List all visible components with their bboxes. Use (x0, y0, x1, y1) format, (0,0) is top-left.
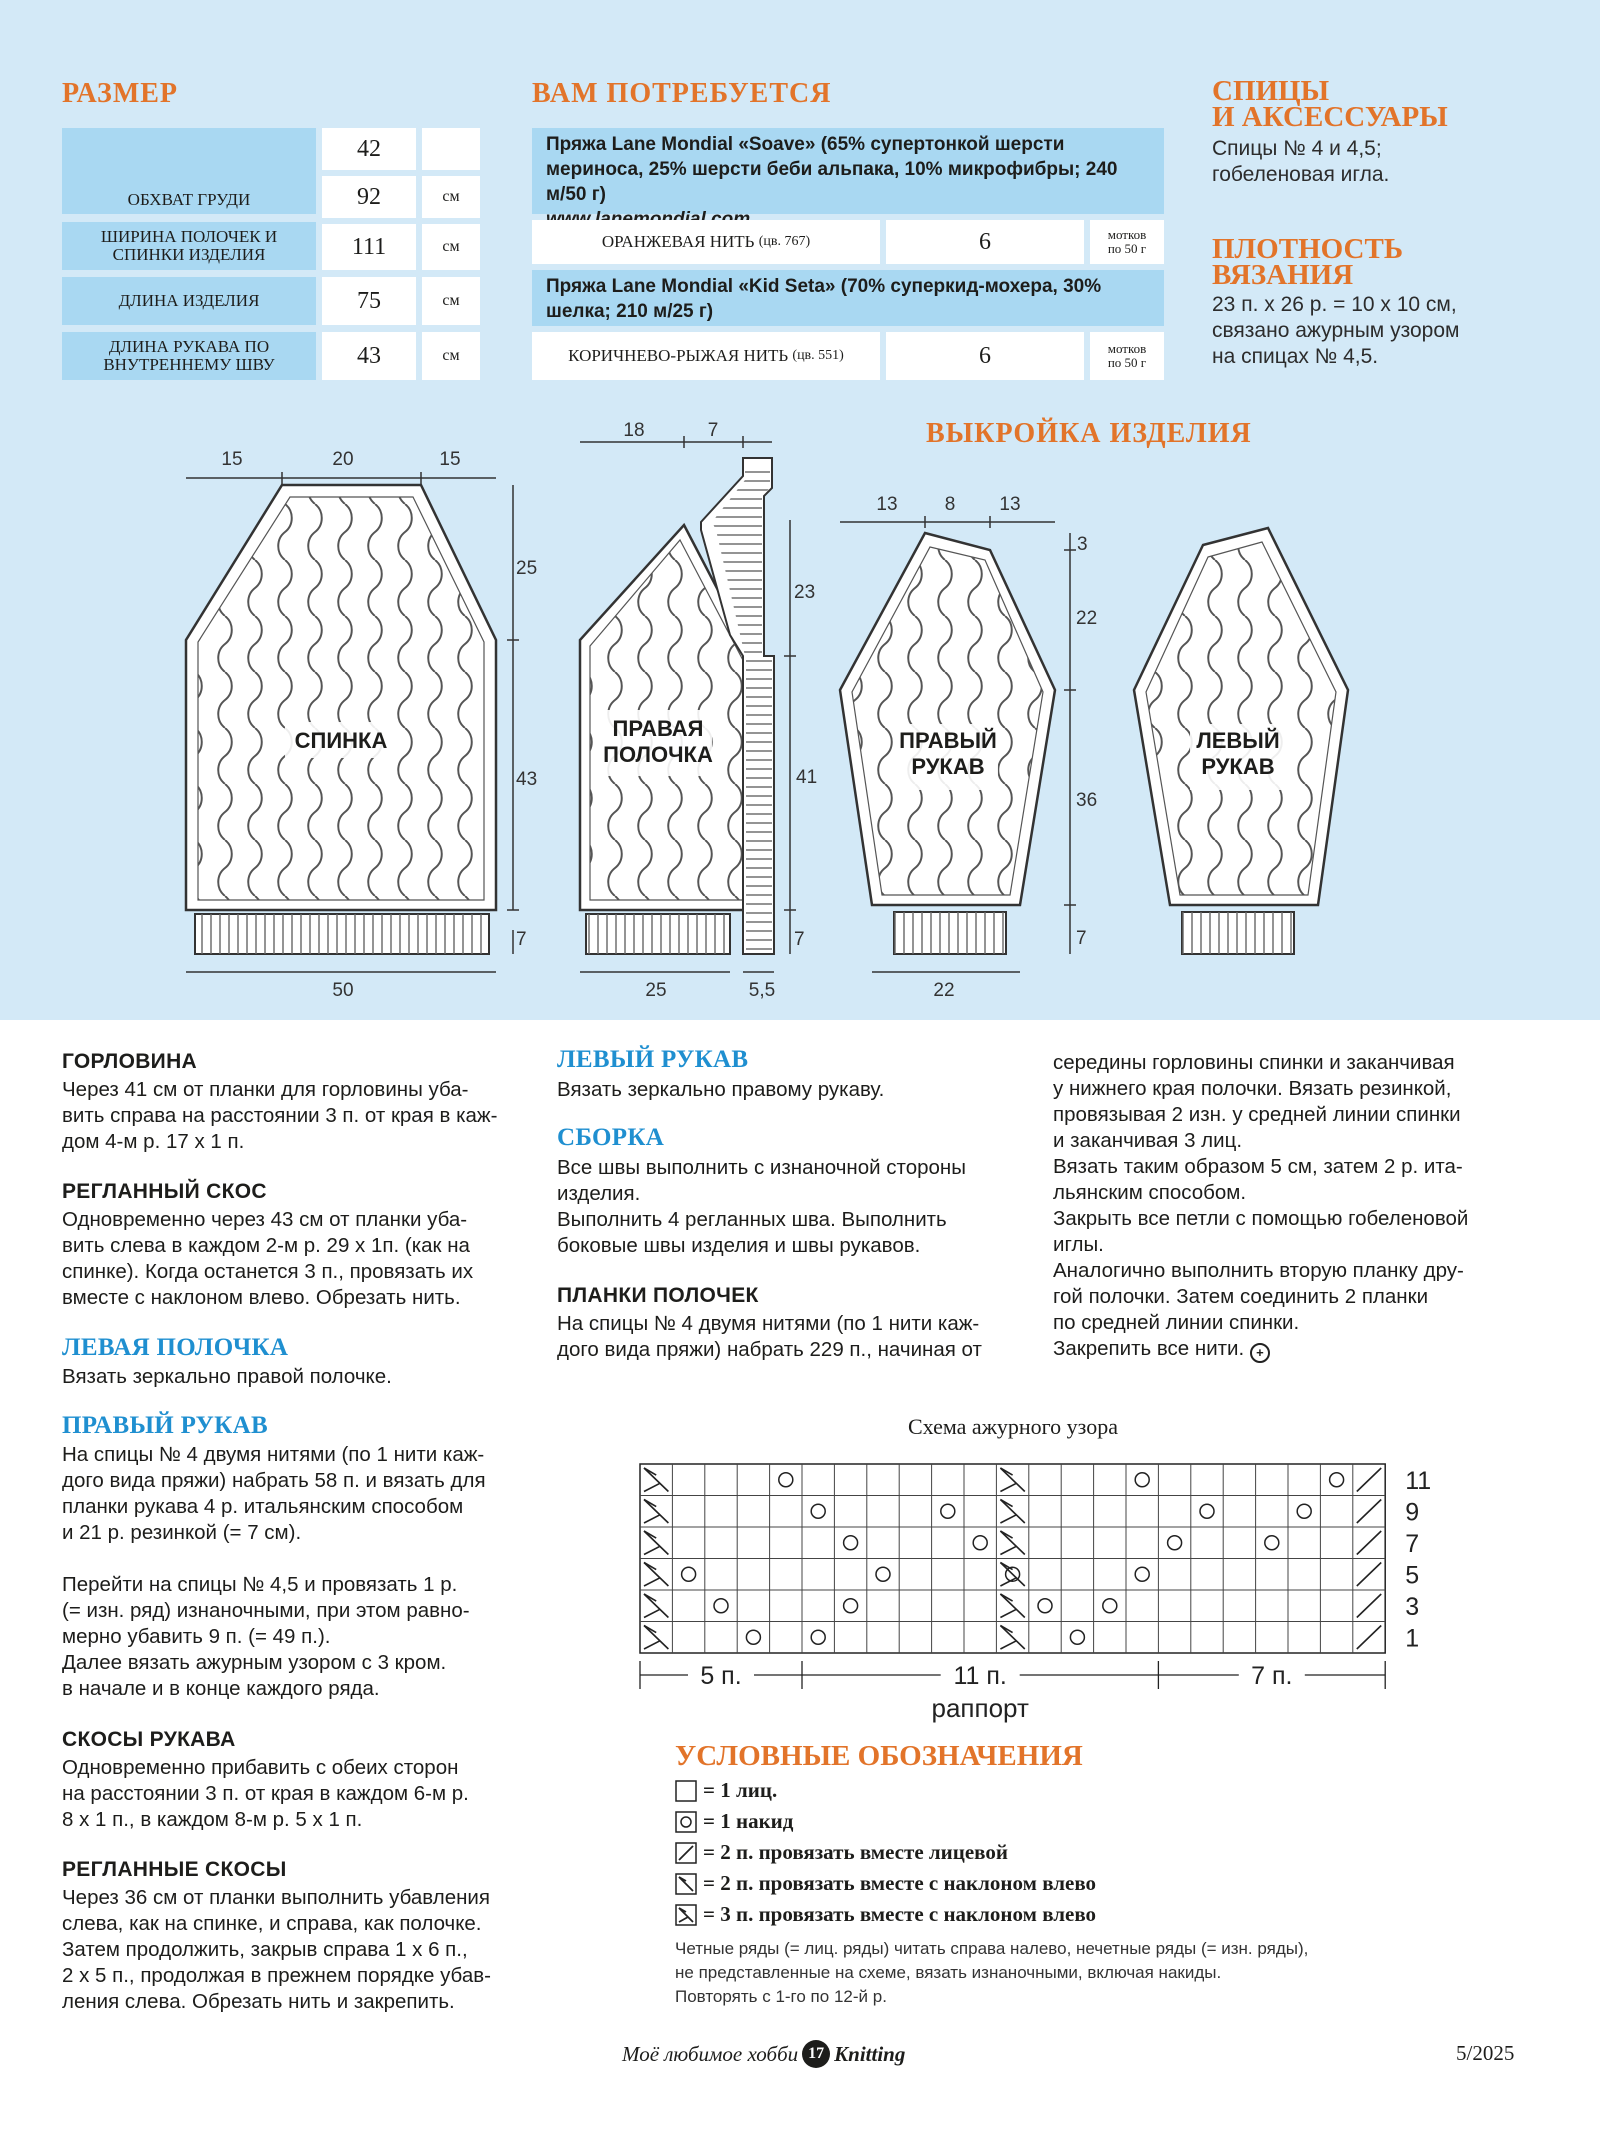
gauge-line2: связано ажурным узором (1212, 319, 1460, 342)
footer (622, 2040, 905, 2068)
left-sleeve-label-2: РУКАВ (1201, 754, 1275, 779)
span-label: 5 п. (700, 1662, 742, 1690)
legend-text: = 2 п. провязать вместе лицевой (703, 1840, 1008, 1864)
dim-sleeve-width: 22 (933, 980, 955, 1001)
text-line: планки рукава 4 р. итальянским способом (62, 1495, 464, 1518)
raglan-text (62, 1207, 473, 1311)
length-unit: см (422, 277, 480, 325)
repeat-label: раппорт (931, 1693, 1029, 1723)
text-line: слева, как на спинке, и справа, как полочке. (62, 1912, 482, 1935)
text-line: Вязать зеркально правому рукаву. (557, 1078, 885, 1101)
dim-front-width: 25 (645, 980, 667, 1001)
magazine-name: Моё любимое хобби (622, 2041, 799, 2066)
sk2p-symbol-icon (675, 1904, 697, 1926)
dim-back-top-left: 15 (221, 449, 243, 470)
legend-title: УСЛОВНЫЕ ОБОЗНАЧЕНИЯ (675, 1740, 1083, 1772)
chest-value: 92 (322, 176, 416, 218)
text-line: в начале и в конце каждого ряда. (62, 1677, 380, 1700)
issue-number: 5/2025 (1456, 2041, 1515, 2065)
unit1-line1: мотков (1107, 227, 1147, 242)
color1-code: (цв. 767) (758, 234, 811, 249)
dim-back-width: 50 (332, 980, 354, 1001)
note-line: Повторять с 1-го по 12-й р. (675, 1987, 887, 2006)
text-line: на расстоянии 3 п. от края в каждом 6-м р. (62, 1782, 469, 1805)
dim-front-h2: 41 (796, 767, 818, 788)
legend-text: = 1 лиц. (703, 1778, 778, 1802)
dim-back-top-right: 15 (439, 449, 461, 470)
size-value: 42 (322, 128, 416, 170)
raglans-title: РЕГЛАННЫЕ СКОСЫ (62, 1858, 287, 1881)
text-line: дого вида пряжи) набрать 58 п. и вязать для (62, 1469, 486, 1492)
front-bands-title: ПЛАНКИ ПОЛОЧЕК (557, 1284, 759, 1307)
row-number: 5 (1405, 1561, 1420, 1590)
text-line: и 21 р. резинкой (= 7 см). (62, 1521, 302, 1544)
color1-name: ОРАНЖЕВАЯ НИТЬ (601, 232, 755, 251)
note-line: не представленные на схеме, вязать изнаночными, включая накиды. (675, 1963, 1222, 1982)
text-line: Одновременно через 43 см от планки уба- (62, 1208, 468, 1231)
front-piece (580, 458, 774, 954)
row-number: 7 (1405, 1529, 1420, 1558)
gauge-line3: на спицах № 4,5. (1212, 345, 1379, 368)
gauge-title-2: ВЯЗАНИЯ (1212, 259, 1354, 291)
text-line: На спицы № 4 двумя нитями (по 1 нити каж- (557, 1312, 980, 1335)
left-front-text (62, 1364, 392, 1390)
legend-text: = 3 п. провязать вместе с наклоном влево (703, 1902, 1097, 1926)
yarn2-info: Пряжа Lane Mondial «Kid Seta» (70% суперкид-мохера, 30% шелка; 210 м/25 г) (532, 270, 1164, 326)
sleeve-shaping-title: СКОСЫ РУКАВА (62, 1728, 236, 1751)
dim-front-h3: 7 (794, 929, 805, 950)
text-line: иглы. (1053, 1233, 1104, 1256)
unit2-line2: по 50 г (1107, 355, 1147, 370)
qty2: 6 (886, 332, 1084, 380)
text-line: Закрыть все петли с помощью гобеленовой (1053, 1207, 1469, 1230)
dim-front-top-b: 7 (707, 420, 719, 441)
tools-line1: Спицы № 4 и 4,5; (1212, 137, 1382, 160)
page-number: 17 (802, 2040, 830, 2068)
ssk-symbol-icon (675, 1873, 697, 1895)
tools-title-1: СПИЦЫ (1212, 75, 1330, 107)
size-chest-label: ОБХВАТ ГРУДИ (127, 190, 251, 209)
dim-sleeve-h3: 7 (1076, 928, 1087, 949)
text-line: ления слева. Обрезать нить и закрепить. (62, 1990, 455, 2013)
legend-note (675, 1937, 1308, 2009)
section-name: Knitting (834, 2041, 906, 2066)
neckline-title: ГОРЛОВИНА (62, 1050, 198, 1073)
unit1-line2: по 50 г (1107, 241, 1147, 256)
dim-band-width: 5,5 (748, 980, 776, 1001)
legend-text: = 2 п. провязать вместе с наклоном влево (703, 1871, 1097, 1895)
size-title: РАЗМЕР (62, 78, 179, 109)
text-line: мерно убавить 9 п. (= 49 п.). (62, 1625, 331, 1648)
dim-sleeve-h2: 36 (1076, 790, 1098, 811)
text-line: Выполнить 4 регланных шва. Выполнить (557, 1208, 947, 1231)
text-line: дого вида пряжи) набрать 229 п., начиная от (557, 1338, 982, 1361)
width-value: 111 (322, 224, 416, 270)
span-label: 11 п. (953, 1662, 1007, 1690)
text-line: Перейти на спицы № 4,5 и провязать 1 р. (62, 1573, 458, 1596)
left-sleeve-label-1: ЛЕВЫЙ (1196, 728, 1280, 753)
lace-chart (630, 1450, 1450, 1730)
sleeve-length-value: 43 (322, 332, 416, 380)
text-line: Вязать зеркально правой полочке. (62, 1365, 392, 1388)
text-line: по средней линии спинки. (1053, 1311, 1300, 1334)
text-line: у нижнего края полочки. Вязать резинкой, (1053, 1077, 1452, 1100)
front-bands-text (557, 1311, 982, 1363)
tools-line2: гобеленовая игла. (1212, 163, 1390, 186)
raglan-title: РЕГЛАННЫЙ СКОС (62, 1180, 267, 1203)
text-line: Через 36 см от планки выполнить убавления (62, 1886, 490, 1909)
yarn-over-symbol-icon (675, 1811, 697, 1833)
width-label-text: ШИРИНА ПОЛОЧЕК И СПИНКИ ИЗДЕЛИЯ (100, 227, 278, 264)
note-line: Четные ряды (= лиц. ряды) читать справа налево, нечетные ряды (= изн. ряды), (675, 1939, 1309, 1958)
left-sleeve-text (557, 1077, 884, 1103)
length-label: ДЛИНА ИЗДЕЛИЯ (62, 277, 316, 325)
assembly-text (557, 1155, 966, 1259)
right-sleeve-label-2: РУКАВ (911, 754, 985, 779)
gauge-title-1: ПЛОТНОСТЬ (1212, 233, 1403, 265)
span-label: 7 п. (1251, 1662, 1293, 1690)
legend-k2tog (675, 1840, 1008, 1865)
yarn1-text: Пряжа Lane Mondial «Soave» (65% супертонкой шерсти мериноса, 25% шерсти беби альпака, 10% микрофибры; 240 м/50 г) (546, 134, 1118, 205)
text-line: спинке). Когда останется 3 п., провязать их (62, 1260, 474, 1283)
text-line: боковые швы изделия и швы рукавов. (557, 1234, 921, 1257)
needs-title: ВАМ ПОТРЕБУЕТСЯ (532, 78, 832, 109)
assembly-title: СБОРКА (557, 1124, 665, 1151)
row-number: 9 (1405, 1498, 1420, 1527)
dim-sleeve-top-c: 13 (999, 494, 1021, 515)
tools-title-2: И АКСЕССУАРЫ (1212, 101, 1448, 133)
left-sleeve-title: ЛЕВЫЙ РУКАВ (557, 1046, 749, 1073)
gauge-line1: 23 п. х 26 р. = 10 х 10 см, (1212, 293, 1457, 316)
text-line: 2 х 5 п., продолжая в прежнем порядке убав- (62, 1964, 491, 1987)
legend-yo (675, 1809, 793, 1834)
knit-symbol-icon (675, 1780, 697, 1802)
text-line: вместе с наклоном влево. Обрезать нить. (62, 1286, 461, 1309)
dim-sleeve-top-b: 8 (944, 494, 956, 515)
back-piece (186, 485, 496, 954)
front-label-1: ПРАВАЯ (612, 716, 704, 741)
text-line: Далее вязать ажурным узором с 3 кром. (62, 1651, 447, 1674)
front-label-2: ПОЛОЧКА (603, 742, 713, 767)
dim-back-h1: 25 (516, 558, 538, 579)
row-number: 11 (1405, 1466, 1432, 1495)
text-line: (= изн. ряд) изнаночными, при этом равно- (62, 1599, 470, 1622)
right-sleeve-label-1: ПРАВЫЙ (899, 728, 997, 753)
dim-front-h1: 23 (794, 582, 816, 603)
pattern-diagram (0, 0, 1600, 1020)
k2tog-symbol-icon (675, 1842, 697, 1864)
row-number: 1 (1405, 1624, 1420, 1653)
dim-sleeve-top-a: 13 (876, 494, 898, 515)
right-sleeve-text (62, 1442, 486, 1546)
text-line: изделия. (557, 1182, 641, 1205)
legend-text: = 1 накид (703, 1809, 794, 1833)
bands-continued-text (1053, 1050, 1468, 1362)
right-sleeve-title: ПРАВЫЙ РУКАВ (62, 1412, 268, 1439)
text-line: и заканчивая 3 лиц. (1053, 1129, 1243, 1152)
text-line: Вязать таким образом 5 см, затем 2 р. ита- (1053, 1155, 1463, 1178)
legend-sk2p (675, 1902, 1096, 1927)
text-line: Затем продолжить, закрыв справа 1 х 6 п., (62, 1938, 468, 1961)
dim-back-top-mid: 20 (332, 449, 354, 470)
text-line: 8 х 1 п., в каждом 8-м р. 5 х 1 п. (62, 1808, 363, 1831)
text-line: Аналогично выполнить вторую планку дру- (1053, 1259, 1464, 1282)
text-line: провязывая 2 изн. у средней линии спинки (1053, 1103, 1461, 1126)
schema-title: Схема ажурного узора (908, 1414, 1118, 1439)
text-line: льянским способом. (1053, 1181, 1247, 1204)
length-value: 75 (322, 277, 416, 325)
dim-back-h2: 43 (516, 769, 538, 790)
left-front-title: ЛЕВАЯ ПОЛОЧКА (62, 1334, 289, 1361)
qty1: 6 (886, 220, 1084, 264)
pattern-title: ВЫКРОЙКА ИЗДЕЛИЯ (926, 418, 1252, 449)
text-line: На спицы № 4 двумя нитями (по 1 нити каж- (62, 1443, 485, 1466)
color2-name: КОРИЧНЕВО-РЫЖАЯ НИТЬ (568, 346, 789, 365)
raglans-text (62, 1885, 491, 2015)
sleeve-length-label-text: ДЛИНА РУКАВА ПО ВНУТРЕННЕМУ ШВУ (103, 337, 275, 374)
unit2-line1: мотков (1107, 341, 1147, 356)
text-line: Одновременно прибавить с обеих сторон (62, 1756, 459, 1779)
text-line: Все швы выполнить с изнаночной стороны (557, 1156, 966, 1179)
sleeve-length-unit: см (422, 332, 480, 380)
back-label: СПИНКА (294, 728, 388, 753)
color2-code: (цв. 551) (792, 348, 844, 363)
text-line: гой полочки. Затем соединить 2 планки (1053, 1285, 1429, 1308)
sleeve-shaping-text (62, 1755, 469, 1833)
text-line: дом 4-м р. 17 х 1 п. (62, 1130, 245, 1153)
row-number: 3 (1405, 1592, 1420, 1621)
dim-front-top-a: 18 (623, 420, 645, 441)
chest-unit: см (422, 176, 480, 218)
text-line: вить слева в каждом 2-м р. 29 х 1п. (как на (62, 1234, 470, 1257)
dim-sleeve-h0: 3 (1077, 534, 1088, 555)
text-line: Закрепить все нити. (1053, 1337, 1245, 1360)
text-line: середины горловины спинки и заканчивая (1053, 1051, 1455, 1074)
text-line: Через 41 см от планки для горловины уба- (62, 1078, 469, 1101)
legend-knit (675, 1778, 777, 1803)
text-line: вить справа на расстоянии 3 п. от края в каж- (62, 1104, 498, 1127)
dim-back-h3: 7 (516, 929, 527, 950)
dim-sleeve-h1: 22 (1076, 608, 1098, 629)
width-unit: см (422, 224, 480, 270)
neckline-text (62, 1077, 497, 1155)
legend-ssk (675, 1871, 1096, 1896)
right-sleeve-text-2 (62, 1572, 470, 1702)
end-mark-icon: + (1250, 1343, 1270, 1363)
